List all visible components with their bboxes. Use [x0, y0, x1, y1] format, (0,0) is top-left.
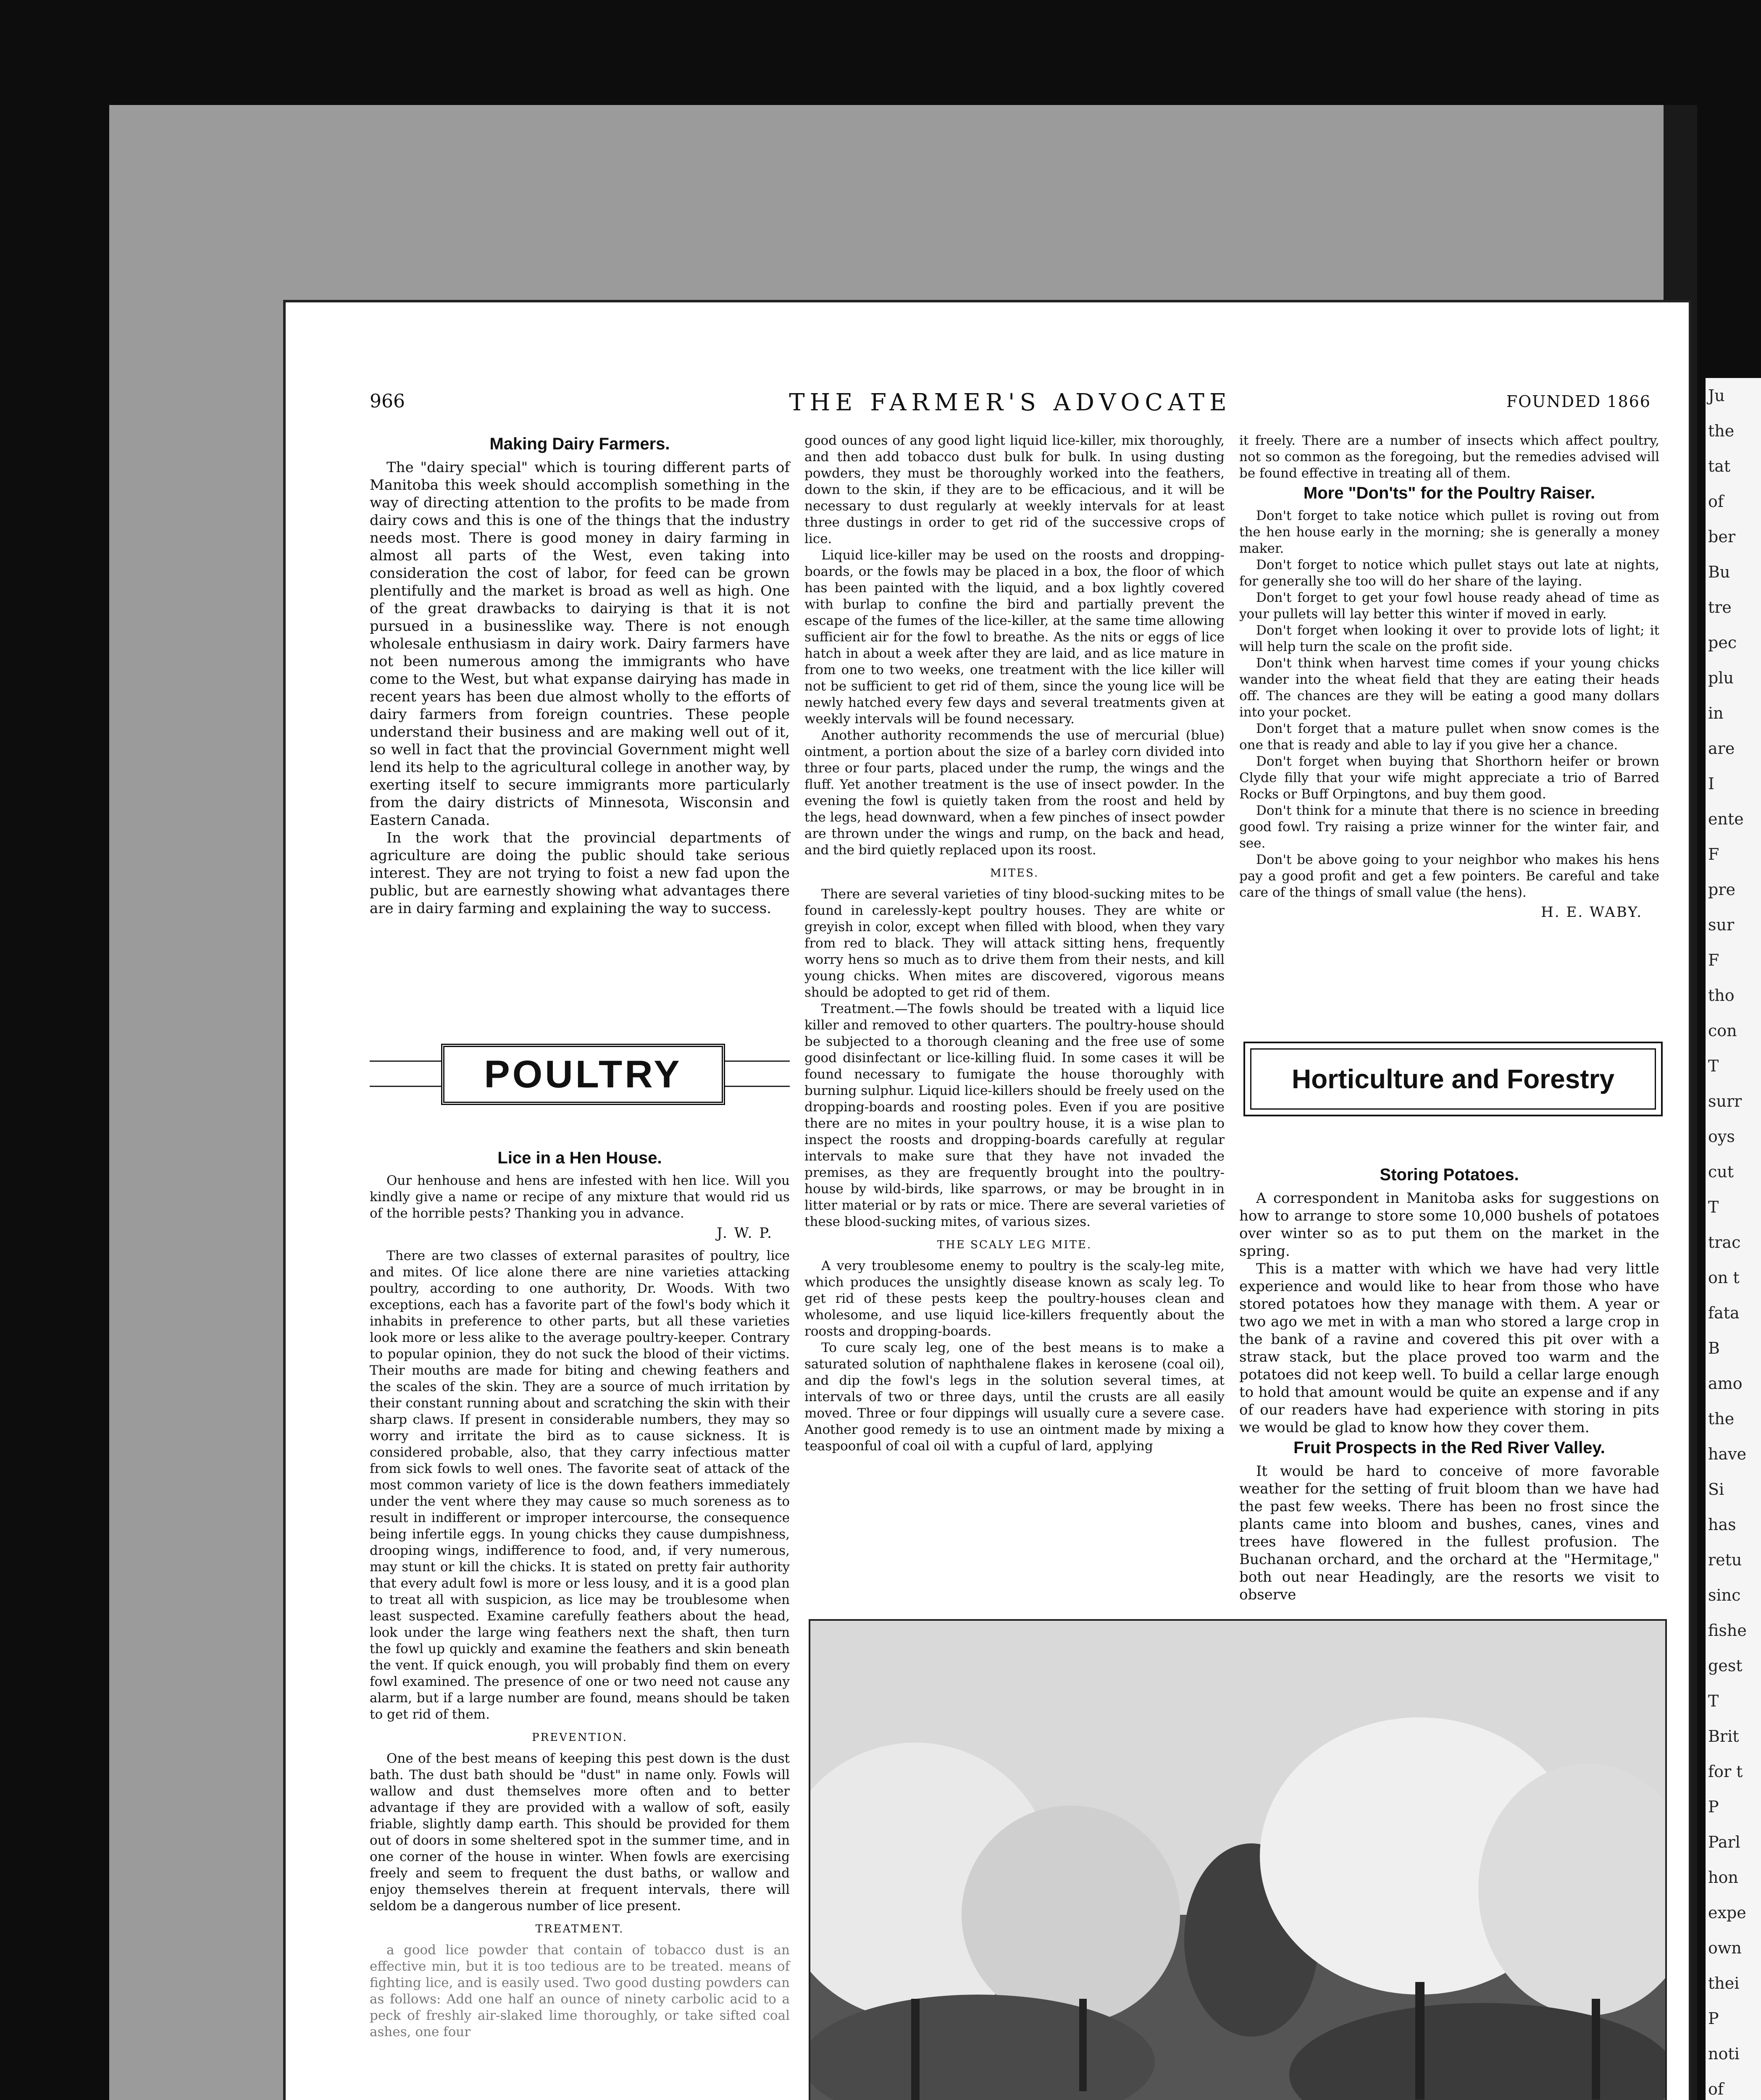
- article-heading: Fruit Prospects in the Red River Valley.: [1293, 1438, 1605, 1457]
- fragment-text: P: [1708, 1798, 1719, 1816]
- paragraph: To cure scaly leg, one of the best means is to make a saturated solution of naphthalene flakes in kerosene (coal oil), and dip the fowl's legs in the solution several times, at intervals of two or three days, until the crusts are all easily moved. Three or four dippings will usually cure a severe case. Another good remedy is to use an ointment made by mixing a teaspoonful of coal oil with a cupful of lard, applying: [804, 1340, 1225, 1454]
- scan-border-left: [0, 0, 109, 2100]
- section-title: Horticulture and Forestry: [1250, 1048, 1656, 1110]
- paragraph: Treatment.—The fowls should be treated with a liquid lice killer and removed to other quarters. The poultry-house should be subjected to a thorough cleaning and the free use of some good disinfectant or lice-killing fluid. In some cases it will be found necessary to fumigate the house thoroughly with burning sulphur. Liquid lice-killers should be freely used on the dropping-boards and roosting poles. Even if you are positive there are no mites in your poultry house, it is a wise plan to inspect the roosts and dropping-boards carefully at regular intervals to make sure that they have not invaded the premises, as they are frequently brought into the poultry-house by wild-birds, like sparrows, or may be brought in in litter material or by rats or mice. There are several varieties of these blood-sucking mites, of various sizes.: [804, 1001, 1225, 1229]
- column-1-bottom: [370, 1147, 790, 2040]
- article-heading: Lice in a Hen House.: [497, 1149, 662, 1167]
- fragment-text: I: [1708, 774, 1715, 793]
- paragraph: good ounces of any good light liquid lice-killer, mix thoroughly, and then add tobacco dust bulk for bulk. In using dusting powders, they must be thoroughly worked into the feathers, down to the skin, if they are to be efficacious, and it will be necessary to dust regularly at weekly intervals for at least three dustings in order to get rid of the successive crops of lice.: [804, 433, 1225, 546]
- fragment-text: noti: [1708, 2045, 1740, 2063]
- paragraph: This is a matter with which we have had very little experience and would like to hear from those who have stored potatoes how they manage with them. A year or two ago we met in with a man who stored a large crop in the bank of a ravine and covered this pit over with a straw stack, but the place proved too warm and the potatoes did not keep well. To build a cellar large enough to hold that amount would be quite an expense and if any of our readers have had experience with storing in pits we would be glad to know how they cover them.: [1239, 1260, 1659, 1436]
- fragment-text: F: [1708, 951, 1719, 969]
- paragraph: Another authority recommends the use of mercurial (blue) ointment, a portion about the size of a barley corn divided into three or four parts, placed under the rump, the wings and the fluff. Yet another treatment is the use of insect powder. In the evening the fowl is quietly taken from the roost and held by the legs, head downward, when a few pinches of insect powder are thrown under the wings and rump, on the back and head, and the bird quietly replaced upon its roost.: [804, 728, 1225, 858]
- fragment-text: fishe: [1708, 1621, 1747, 1640]
- list-item: Don't forget to get your fowl house ready ahead of time as your pullets will lay better this winter if moved in early.: [1239, 590, 1659, 622]
- column-1-top: [370, 433, 790, 917]
- paragraph: It would be hard to conceive of more favorable weather for the setting of fruit bloom than we have had the past few weeks. There has been no frost since the plants came into bloom and bushes, canes, vines and trees have flowered in the fullest profusion. The Buchanan orchard, and the orchard at the "Hermitage," both out near Headingly, are the resorts we visit to observe: [1239, 1463, 1659, 1603]
- list-item: Don't forget to notice which pullet stays out late at nights, for generally she too will do her share of the laying.: [1239, 557, 1659, 589]
- adjacent-page-fragment: [1706, 378, 1761, 2100]
- paragraph: A correspondent in Manitoba asks for suggestions on how to arrange to store some 10,000 bushels of potatoes over winter so as to put them on the market in the spring.: [1239, 1190, 1659, 1260]
- page-number: 966: [370, 391, 405, 412]
- paragraph: In the work that the provincial departments of agriculture are doing the public should take serious interest. They are not trying to foist a new fad upon the public, but are earnestly showing what advantages there are in dairy farming and explaining the way to success.: [370, 830, 790, 917]
- subheading: THE SCALY LEG MITE.: [937, 1239, 1092, 1251]
- fragment-text: T: [1708, 1057, 1719, 1075]
- article-heading: More "Don'ts" for the Poultry Raiser.: [1303, 484, 1595, 502]
- reader-letter: Our henhouse and hens are infested with hen lice. Will you kindly give a name or recipe of any mixture that would rid us of the horrible pests? Thanking you in advance.: [370, 1173, 790, 1221]
- paragraph: There are two classes of external parasites of poultry, lice and mites. Of lice alone there are nine varieties attacking poultry, according to one authority, Dr. Woods. With two exceptions, each has a favorite part of the fowl's body which it inhabits in preference to other parts, but all these varieties look more or less alike to the average poultry-keeper. Contrary to popular opinion, they do not suck the blood of their victims. Their mouths are made for biting and chewing feathers and the scales of the skin. They are a source of much irritation by their constant running about and scratching the skin with their sharp claws. If present in considerable numbers, they may so worry and irritate the bird as to cause sickness. It is considered probable, also, that they carry infectious matter from sick fowls to well ones. The favorite seat of attack of the most common variety of lice is the down feathers immediately under the vent where they may cause so much soreness as to result in indifferent or improper intercourse, the consequence being infertile eggs. In young chicks they cause dumpishness, drooping wings, indifference to food, and, if very numerous, may stunt or kill the chicks. It is stated on pretty fair authority that every adult fowl is more or less lousy, and it is a good plan to treat all with suspicion, as lice may be troublesome when least suspected. Examine carefully feathers about the head, look under the large wing feathers next the shaft, then turn the fowl up quickly and examine the feathers and skin beneath the vent. If quick enough, you will probably find them on every fowl examined. The presence of one or two need not cause any alarm, but if a large number are found, means should be taken to get rid of them.: [370, 1248, 790, 1722]
- fragment-text: gest: [1708, 1656, 1743, 1675]
- fragment-text: on t: [1708, 1268, 1740, 1287]
- column-3-top: [1239, 433, 1659, 927]
- list-item: Don't forget when buying that Shorthorn heifer or brown Clyde filly that your wife might appreciate a trio of Barred Rocks or Buff Orpingtons, and buy them good.: [1239, 754, 1659, 802]
- fragment-text: pec: [1708, 633, 1737, 652]
- fragment-text: retu: [1708, 1551, 1742, 1569]
- fragment-text: sinc: [1708, 1586, 1741, 1604]
- fragment-text: have: [1708, 1445, 1747, 1463]
- fragment-text: cut: [1708, 1163, 1734, 1181]
- poultry-section-banner: [370, 1031, 790, 1115]
- paragraph-faded: a good lice powder that contain of tobacco dust is an effective min, but it is too tedious are to be treated. means of fighting lice, and is easily used. Two good dusting powders can as follows: Add one half an ounce of ninety carbolic acid to a peck of freshly air-slaked lime thoroughly, or take sifted coal ashes, one four: [370, 1942, 790, 2040]
- fragment-text: Si: [1708, 1480, 1724, 1499]
- subheading: PREVENTION.: [532, 1731, 628, 1744]
- article-heading: Storing Potatoes.: [1380, 1166, 1519, 1184]
- fragment-text: Brit: [1708, 1727, 1739, 1746]
- fragment-text: pre: [1708, 880, 1735, 899]
- signature: J. W. P.: [716, 1225, 773, 1242]
- fragment-text: con: [1708, 1021, 1737, 1040]
- subheading: MITES.: [990, 867, 1039, 879]
- fragment-text: has: [1708, 1515, 1736, 1534]
- publication-title: THE FARMER'S ADVOCATE: [789, 389, 1232, 416]
- fragment-text: in: [1708, 704, 1724, 722]
- fragment-text: expe: [1708, 1903, 1746, 1922]
- fragment-text: B: [1708, 1339, 1720, 1357]
- fragment-text: tat: [1708, 457, 1731, 475]
- fragment-text: oys: [1708, 1127, 1735, 1146]
- fragment-text: tre: [1708, 598, 1732, 617]
- paragraph: One of the best means of keeping this pest down is the dust bath. The dust bath should be "dust" in name only. Fowls will wallow and dust themselves more often and to better advantage if they are provided with a wallow of soft, easily friable, slightly damp earth. This should be provided for them out of doors in some sheltered spot in the summer time, and in one corner of the house in winter. When fowls are exercising freely and seem to frequent the dust baths, or wallow and enjoy themselves therein at frequent intervals, there will seldom be a dangerous number of lice present.: [370, 1751, 790, 1914]
- fragment-text: ente: [1708, 810, 1744, 828]
- fragment-text: the: [1708, 1410, 1735, 1428]
- newspaper-page: [286, 302, 1689, 2100]
- orchard-photo: [809, 1619, 1667, 2100]
- column-2: [804, 433, 1225, 1454]
- page-header: [370, 391, 1651, 420]
- fragment-text: are: [1708, 739, 1735, 758]
- subheading: TREATMENT.: [535, 1923, 624, 1935]
- fragment-text: for t: [1708, 1762, 1743, 1781]
- fragment-text: surr: [1708, 1092, 1742, 1110]
- fragment-text: hon: [1708, 1868, 1738, 1887]
- orchard-illustration: [810, 1621, 1665, 2100]
- signature: H. E. WABY.: [1541, 904, 1643, 921]
- fragment-text: tho: [1708, 986, 1735, 1005]
- paragraph: The "dairy special" which is touring different parts of Manitoba this week should accomplish something in the way of directing attention to the profits to be made from dairy cows and this is one of the things that the industry needs most. There is good money in dairy farming in almost all parts of the West, even taking into consideration the cost of labor, for feed can be grown plentifully and the market is broad as well as high. One of the great drawbacks to dairying is that it is not pursued in a businesslike way. There is not enough wholesale enthusiasm in dairy work. Dairy farmers have not been numerous among the immigrants who have come to the West, but what expanse dairying has made in recent years has been due almost wholly to the efforts of dairy farmers from foreign countries. These people understand their business and are making well out of it, so well in fact that the provincial Government might well lend its help to the agricultural college in another way, by exerting itself to secure immigrants more particularly from the dairy districts of Minnesota, Wisconsin and Eastern Canada.: [370, 459, 790, 829]
- fragment-text: trac: [1708, 1233, 1741, 1252]
- fragment-text: Ju: [1708, 386, 1725, 405]
- fragment-text: thei: [1708, 1974, 1740, 1992]
- fragment-text: ber: [1708, 528, 1735, 546]
- paragraph: it freely. There are a number of insects which affect poultry, not so common as the foregoing, but the remedies advised will be found effective in treating all of them.: [1239, 433, 1659, 481]
- list-item: Don't forget to take notice which pullet is roving out from the hen house early in the morning; she is generally a money maker.: [1239, 508, 1659, 556]
- fragment-text: plu: [1708, 669, 1734, 687]
- scan-border-top: [0, 0, 1761, 105]
- list-item: Don't be above going to your neighbor who makes his hens pay a good profit and get a few pointers. Be careful and take care of the things of small value (the hens).: [1239, 852, 1659, 900]
- list-item: Don't forget when looking it over to provide lots of light; it will help turn the scale on the profit side.: [1239, 623, 1659, 654]
- list-item: Don't think when harvest time comes if your young chicks wander into the wheat field that they are eating their heads off. The chances are they will be eating a good many dollars into your pocket.: [1239, 656, 1659, 720]
- paragraph: There are several varieties of tiny blood-sucking mites to be found in carelessly-kept poultry houses. They are white or greyish in color, except when filled with blood, when they vary from red to black. They will attack sitting hens, frequently worry hens so much as to drive them from their nests, and kill young chicks. When mites are discovered, vigorous means should be adopted to get rid of them.: [804, 887, 1225, 1000]
- fragment-text: of: [1708, 492, 1724, 511]
- article-heading: Making Dairy Farmers.: [489, 435, 670, 453]
- fragment-text: own: [1708, 1939, 1742, 1957]
- list-item: Don't think for a minute that there is no science in breeding good fowl. Try raising a prize winner for the winter fair, and see.: [1239, 803, 1659, 851]
- list-item: Don't forget that a mature pullet when snow comes is the one that is ready and able to lay if you give her a chance.: [1239, 721, 1659, 753]
- fragment-text: of: [1708, 2080, 1724, 2098]
- fragment-text: Parl: [1708, 1833, 1740, 1851]
- horticulture-section-banner: [1243, 1042, 1663, 1116]
- column-3-bottom: [1239, 1163, 1659, 1604]
- paragraph: Liquid lice-killer may be used on the roosts and dropping-boards, or the fowls may be placed in a box, the floor of which has been painted with the liquid, and a box lightly covered with burlap to confine the bird and partially prevent the escape of the fumes of the lice-killer, at the same time allowing sufficient air for the fowl to breathe. As the nits or eggs of lice hatch in about a week after they are laid, and as lice mature in from one to two weeks, one treatment with the lice killer will not be sufficient to get rid of them, since the young lice will be newly hatched every few days and several treatments given at weekly intervals will be found necessary.: [804, 548, 1225, 727]
- founded-note: FOUNDED 1866: [1506, 392, 1651, 411]
- fragment-text: F: [1708, 845, 1719, 864]
- fragment-text: sur: [1708, 916, 1735, 934]
- paragraph: A very troublesome enemy to poultry is the scaly-leg mite, which produces the unsightly disease known as scaly leg. To get rid of these pests keep the poultry-houses clean and wholesome, and use liquid lice-killers frequently about the roosts and dropping-boards.: [804, 1258, 1225, 1339]
- section-title: POULTRY: [441, 1044, 725, 1105]
- fragment-text: T: [1708, 1198, 1719, 1216]
- fragment-text: the: [1708, 422, 1735, 440]
- fragment-text: P: [1708, 2009, 1719, 2028]
- fragment-text: amo: [1708, 1374, 1743, 1393]
- fragment-text: fata: [1708, 1304, 1740, 1322]
- fragment-text: Bu: [1708, 563, 1730, 581]
- fragment-text: T: [1708, 1692, 1719, 1710]
